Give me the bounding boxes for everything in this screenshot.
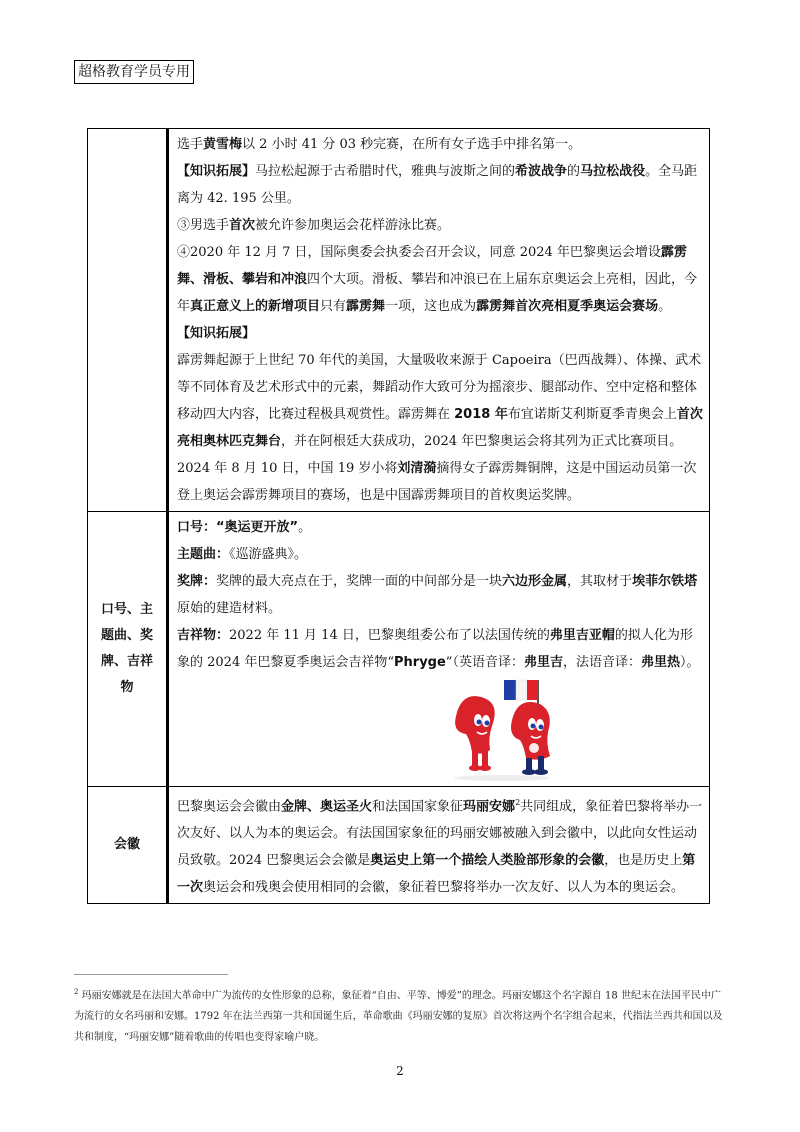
mascot-image: [177, 676, 703, 784]
paragraph: 奖牌：奖牌的最大亮点在于，奖牌一面的中间部分是一块六边形金属，其取材于埃菲尔铁塔原始的建造材料。: [177, 574, 698, 616]
content-table: [87, 128, 710, 904]
footnote-ref[interactable]: 2: [515, 798, 521, 807]
phryge-mascots-illustration: [442, 676, 592, 784]
flag-red-stripe: [527, 680, 538, 700]
flag-white-stripe: [516, 680, 527, 700]
paragraph: 口号：“奥运更开放”。: [177, 520, 312, 535]
table-row: [88, 512, 710, 787]
table-row: [88, 129, 710, 512]
flag-blue-stripe: [504, 680, 516, 700]
footnote-text: 玛丽安娜就是在法国大革命中广为流传的女性形象的总称，象征着“自由、平等、博爱”的理念。玛丽安娜这个名字源自 18 世纪末在法国平民中广为流行的女名玛丽和安娜。1792 年在法兰西第一共和国诞生后，革命歌曲《玛丽安娜的复原》首次将这两个名字组合起来，代指法兰西共和国以及共和制度，“玛丽安娜”随着歌曲的传唱也变得家喻户晓。: [74, 990, 723, 1044]
footnote-divider: [74, 974, 228, 975]
row-content: [168, 512, 710, 787]
header-badge: 超格教育学员专用: [74, 60, 194, 84]
paragraph: 霹雳舞起源于上世纪 70 年代的美国，大量吸收来源于 Capoeira（巴西战舞）、体操、武术等不同体育及艺术形式中的元素，舞蹈动作大致可分为摇滚步、腿部动作、空中定格和整体移动四大内容，比赛过程极具观赏性。霹雳舞在 2018 年布宜诺斯艾利斯夏季青奥会上首次亮相奥林匹克舞台，并在阿根廷大获成功，2024 年巴黎奥运会将其列为正式比赛项目。2024 年 8 月 10 日，中国 19 岁小将刘清漪摘得女子霹雳舞铜牌，这是中国运动员第一次登上奥运会霹雳舞项目的赛场，也是中国霹雳舞项目的首枚奥运奖牌。: [177, 353, 703, 503]
footnote-number: 2: [74, 988, 79, 996]
row-label: 口号、主题曲、奖牌、吉祥物: [88, 512, 168, 787]
row-content: [168, 129, 710, 512]
footnote: [74, 982, 724, 1048]
paragraph: 巴黎奥运会会徽由金牌、奥运圣火和法国国家象征玛丽安娜$^2$共同组成，象征着巴黎将举办一次友好、以人为本的奥运会。有法国国家象征的玛丽安娜被融入到会徽中，以此向女性运动员致敬。2024 巴黎奥运会会徽是奥运史上第一个描绘人类脸部形象的会徽，也是历史上第一次奥运会和残奥会使用相同的会徽，象征着巴黎将举办一次友好、以人为本的奥运会。: [177, 798, 703, 896]
paragraph: 主题曲：《巡游盛典》。: [177, 547, 308, 562]
paragraph: 【知识拓展】马拉松起源于古希腊时代，雅典与波斯之间的希波战争的马拉松战役。全马距离为 42. 195 公里。: [177, 164, 698, 206]
row-label-empty: [88, 129, 168, 512]
paragraph: ③男选手首次被允许参加奥运会花样游泳比赛。: [177, 218, 451, 233]
row-label: 会徽: [88, 787, 168, 904]
paragraph: ④2020 年 12 月 7 日，国际奥委会执委会召开会议，同意 2024 年巴黎奥运会增设霹雳舞、滑板、攀岩和冲浪四个大项。滑板、攀岩和冲浪已在上届东京奥运会上亮相，因此，今年真正意义上的新增项目只有霹雳舞一项，这也成为霹雳舞首次亮相夏季奥运会赛场。: [177, 245, 698, 314]
paragraph: 【知识拓展】: [177, 326, 256, 341]
paragraph: 选手黄雪梅以 2 小时 41 分 03 秒完赛，在所有女子选手中排名第一。: [177, 137, 582, 152]
page-number: 2: [396, 1064, 404, 1078]
paragraph: 吉祥物：2022 年 11 月 14 日，巴黎奥组委公布了以法国传统的弗里吉亚帽的拟人化为形象的 2024 年巴黎夏季奥运会吉祥物“Phryge”（英语音译：弗里吉，法语音译：弗里热）。: [177, 628, 700, 670]
row-content: [168, 787, 710, 904]
table-row: [88, 787, 710, 904]
